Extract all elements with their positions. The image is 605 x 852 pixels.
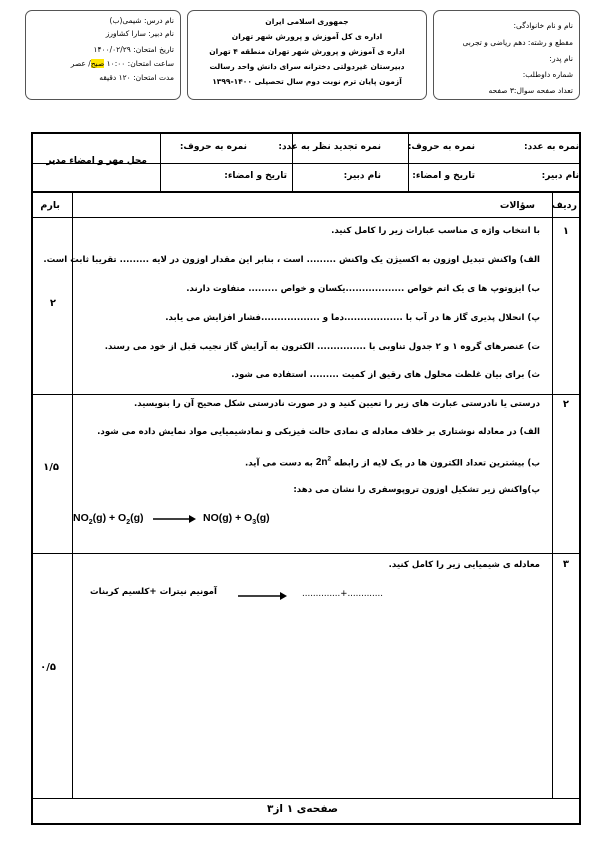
q2-part-b-text: ب) بیشترین تعداد الکترون ها در یک لایه از رابطه [334,458,540,469]
exam-time-highlight: صبح [90,59,105,68]
score-col-border [72,191,73,798]
q2-bottom-border [33,553,579,554]
exam-time-suffix: / عصر [70,59,91,68]
q3-bottom-border [33,798,579,799]
score-letters-label: نمره به حروف: [407,142,475,152]
q3-number: ۳ [562,559,569,570]
table-head-border [33,217,579,218]
q2-part-a: الف) در معادله نوشتاری بر خلاف معادله ی نمادی حالت فیزیکی و نمادشیمیایی مواد نمایش داده می شود. [97,427,540,437]
row-column-header: ردیف [551,200,577,211]
school-info-box [187,10,427,100]
student-info-box [433,10,580,100]
q2-part-b-suffix: به دست می آید. [245,458,313,469]
q1-part-c: پ) انحلال پذیری گاز ها در آب با ..................دما و ..................فشار افزایش می یابد. [165,313,540,323]
row-col-border [552,191,553,798]
student-name-field: نام و نام خانوادگی: [513,21,573,30]
q1-part-e: ث) برای بیان غلظت محلول های رقیق از کمیت ......... استفاده می شود. [231,370,540,380]
subject-text: نام درس: شیمی(ب) [109,16,174,25]
q1-bottom-border [33,394,579,395]
reaction-arrow-icon [151,512,197,526]
score-column-header: بارم [40,200,60,211]
education-office-title: اداره ی کل آموزش و پرورش شهر تهران [231,32,383,41]
q2-part-c: پ)واکنش زیر تشکیل اوزون تروپوسفری را نشان می دهد: [293,485,540,495]
electron-formula [316,457,331,468]
reaction-arrow-icon [236,589,288,603]
review-score-letters-label: نمره به حروف: [179,142,247,152]
q1-score: ۲ [49,298,56,309]
q2-score: ۱/۵ [43,462,59,473]
grade-field: مقطع و رشته: دهم ریاضی و تجربی [462,38,573,47]
q1-part-a: الف) واکنش تبدیل اوزون به اکسیژن یک واکنش ......... است ، بنابر این مقدار اوزون در لایه ......... تقریبا ثابت است. [43,255,540,265]
q3-products: ..............+............. [302,589,383,599]
formula-exponent: 2 [327,456,332,463]
candidate-number-field: شماره داوطلب: [522,70,573,79]
father-name-field: نام پدر: [549,54,573,63]
duration-text: مدت امتحان: ۱۲۰ دقیقه [99,73,174,82]
teacher-name-1-label: نام دبیر: [541,171,579,181]
exam-time-prefix: ساعت امتحان: ۱۰:۰۰ [106,59,174,68]
page-count-field: تعداد صفحه سوال:۳ صفحه [488,86,573,95]
exam-title: آزمون پایان ترم نوبت دوم سال تحصیلی ۱۴۰۰-۱۳۹۹ [212,77,402,86]
equation-reactants: $NO_2(g) + O_2(g)$ [73,512,144,527]
q1-instruction: با انتخاب واژه ی مناسب عبارات زیر را کامل کنید. [331,226,540,236]
q3-instruction: معادله ی شیمیایی زیر را کامل کنید. [388,560,540,570]
page-number: صفحه‌ی ۱ از۳ [266,803,339,815]
q2-number: ۲ [562,399,569,410]
district-office-title: اداره ی آموزش و پرورش شهر تهران منطقه ۴ تهران [209,47,405,56]
review-score-number-label: نمره تجدید نظر به عدد: [278,142,381,152]
score-number-label: نمره به عدد: [524,142,579,152]
q1-number: ۱ [562,226,569,237]
q1-part-b: ب) ایزوتوپ ها ی یک اتم خواص ..................یکسان و خواص ......... متفاوت دارند. [186,284,540,294]
school-name: دبیرستان غیردولتی دخترانه سرای دانش واحد رسالت [209,62,405,71]
grading-bottom-border [33,191,579,193]
equation-products: $NO(g) + O_3(g)$ [203,512,270,527]
teacher-text: نام دبیر: سارا کشاورز [105,29,174,38]
exam-info-box [25,10,181,100]
q3-score: ۰/۵ [40,662,56,673]
q2-part-b [245,456,540,468]
teacher-name-2-label: نام دبیر: [343,171,381,181]
questions-column-header: سؤالات [499,200,535,211]
q3-reactants: آمونیم نیترات +کلسیم کربنات [90,587,217,597]
grading-col-1 [160,134,161,191]
republic-title: جمهوری اسلامی ایران [265,17,349,26]
formula-base: 2n [315,457,328,469]
exam-date-text: تاریخ امتحان: ۱۴۰۰/۰۲/۲۹ [93,45,174,54]
date-sign-2-label: تاریخ و امضاء: [224,171,287,181]
exam-time-text [32,57,174,70]
stamp-label: محل مهر و امضاء مدیر [46,156,147,166]
q1-part-d: ت) عنصرهای گروه ۱ و ۲ جدول تناوبی با ............... الکترون به آرایش گاز نجیب قبل از خود می رسند. [104,342,540,352]
date-sign-1-label: تاریخ و امضاء: [412,171,475,181]
q2-instruction: درستی یا نادرستی عبارت های زیر را تعیین کنید و در صورت نادرستی شکل صحیح آن را بنویسید. [133,399,540,409]
